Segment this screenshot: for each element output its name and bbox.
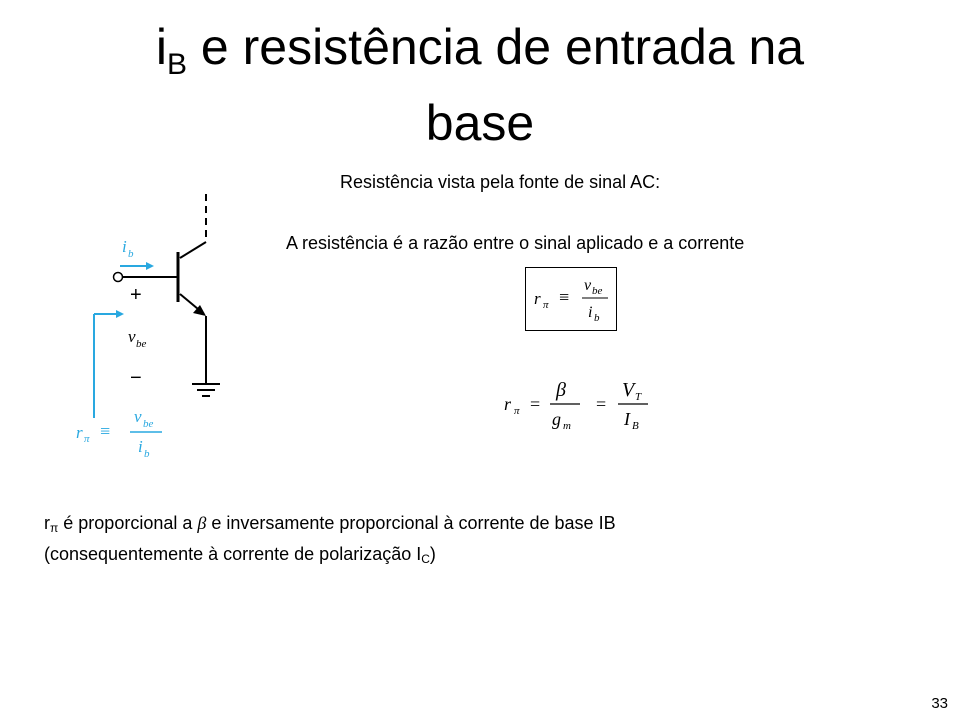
ib-label-sub: b [128,248,134,260]
rpi-bracket-arrowhead [116,310,124,318]
f2-lhs-sub: π [514,405,520,417]
vbe-label: v [128,327,136,346]
f2-eq1: = [530,394,541,414]
rpi-label-sub: π [84,433,90,445]
base-terminal [114,273,123,282]
slide-title [0,18,960,152]
page-number: 33 [931,695,948,712]
title-line2: base [425,95,535,151]
ib-label: i [122,237,127,256]
f1-num-sub: be [592,285,603,297]
f2-ib: I [624,409,630,429]
f2-gm-sub: m [563,420,571,432]
rpi-beta-formula-svg [500,372,660,438]
f2-vt: V [622,379,635,401]
rpi-frac-num-sub: be [143,418,154,430]
stmt-pi: π [50,521,59,535]
f2-ib-sub: B [632,420,639,432]
f2-lhs: r [504,394,512,414]
rpi-frac-den: i [138,437,143,456]
f1-equiv: ≡ [559,287,570,307]
f1-num: v [584,277,592,294]
rpi-label: r [76,423,83,442]
title-i: i [155,19,167,75]
stmt-line2-part2: ) [429,544,436,564]
rpi-frac-num: v [134,407,142,426]
rpi-frac-den-sub: b [144,448,150,460]
vbe-label-sub: be [136,338,147,350]
rpi-proportionality-statement [44,510,616,572]
f2-gm: g [552,409,561,429]
stmt-c-sub: C [421,552,430,566]
f1-lhs: r [534,289,541,308]
f1-den-sub: b [594,312,600,324]
bjt-circuit-diagram [62,190,252,475]
rpi-beta-formula [500,372,660,443]
f1-lhs-sub: π [543,299,549,311]
rpi-definition-box [525,267,617,331]
title-subscript: B [167,48,188,81]
rpi-definition-formula [526,268,616,330]
signal-resistance-caption: Resistência vista pela fonte de sinal AC: [340,172,661,192]
stmt-line2-part1: (consequentemente à corrente de polarização I [44,544,422,564]
stmt-beta: β [197,513,207,533]
f2-eq2: = [596,394,607,414]
resistance-ratio-caption: A resistência é a razão entre o sinal aplicado e a corrente [286,233,745,253]
minus-sign: − [130,367,142,389]
title-text: e resistência de entrada na [187,19,805,75]
stmt-part1: é proporcional a [58,513,198,533]
ib-arrowhead [146,262,154,270]
f2-beta: β [556,379,566,401]
plus-sign: + [130,284,142,306]
rpi-equiv: ≡ [100,421,111,441]
stmt-part2: e inversamente proporcional à corrente de base IB [206,513,616,533]
f2-vt-sub: T [635,391,642,403]
bjt-circuit-svg [62,190,252,470]
collector-line [180,242,206,258]
f1-den: i [588,304,593,321]
stmt-r: r [44,513,50,533]
